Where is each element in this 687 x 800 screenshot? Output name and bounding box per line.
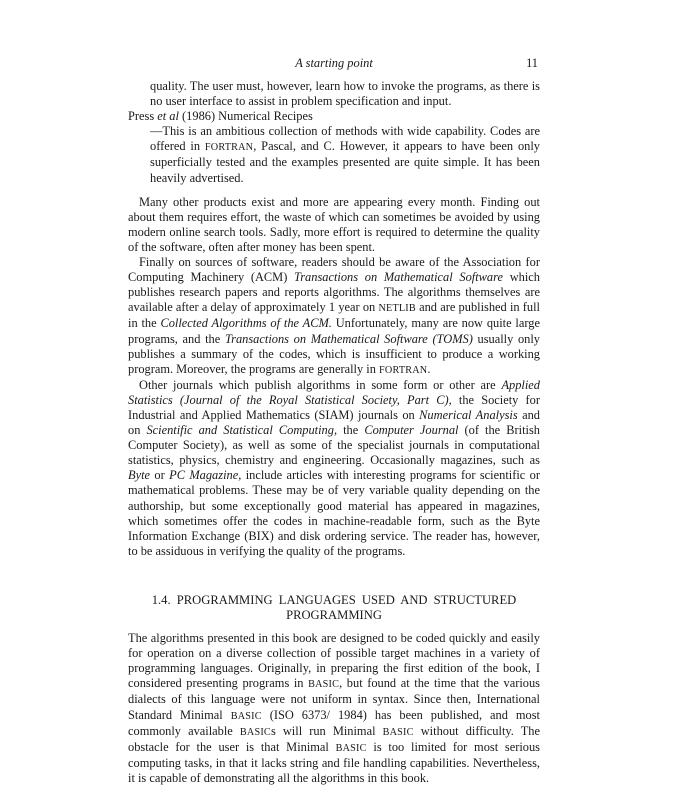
p2-toms-full: Transactions on Mathematical Software (TOMS) xyxy=(224,331,473,346)
p3-text-a: Other journals which publish algorithms in some form or other are xyxy=(139,377,502,392)
p4-text-k: is too limited for most serious computing tasks, in that it lacks string and file handling capabilities. Nevertheless, it is capable of demonstrating all the algorithms in this book. xyxy=(128,739,541,785)
paragraph-other-products: Many other products exist and more are appearing every month. Finding out about them requires effort, the waste of which can sometimes be avoided by using modern online search tools. Sadly, more effort is required to determine the quality of the software, often after money has been spent. xyxy=(128,194,540,254)
p3-applied-statistics: Applied Statistics (Journal of the Royal Statistical Society, Part C), xyxy=(128,377,540,407)
ref-desc-text-b: , Pascal, and C. However, it appears to have been only superficially tested and the examples presented are quite simple. It has been heavily advertised. xyxy=(150,139,540,185)
paragraph-acm-sources xyxy=(128,255,540,378)
p4-text-e: (ISO 6373/ 1984) has been published, and most commonly available xyxy=(128,707,540,738)
running-title: A starting point xyxy=(295,56,373,70)
p2-text-i: usually only publishes a summary of the codes, which is insufficient to produce a working program. Moreover, the programs are generally in xyxy=(128,331,540,376)
p3-numerical-analysis: Numerical Analysis xyxy=(419,407,518,422)
p4-basic-1: BASIC xyxy=(308,679,340,691)
p3-text-c: the Society for Industrial and Applied Mathematics (SIAM) journals on xyxy=(128,392,540,422)
running-header xyxy=(128,56,540,74)
p3-byte: Byte xyxy=(128,468,151,483)
p2-collected-algorithms: Collected Algorithms of the ACM. xyxy=(160,316,332,331)
section-heading-line-2: PROGRAMMING xyxy=(286,608,382,622)
spacer xyxy=(128,559,540,593)
p2-text-a: Finally on sources of software, readers should be aware of the Association for Computing Machinery (ACM) xyxy=(128,255,540,285)
reference-author: Press xyxy=(128,109,158,124)
p2-text-e: and are published in full in the xyxy=(128,300,541,331)
page-number: 11 xyxy=(526,56,538,70)
p3-text-e: and on xyxy=(128,407,541,438)
reference-etal: et al xyxy=(157,109,179,124)
p3-text-k: or xyxy=(150,468,170,483)
p4-text-g: s will run Minimal xyxy=(270,723,383,738)
p4-text-i: without difficulty. The obstacle for the user is that Minimal xyxy=(128,723,541,754)
p3-computer-journal: Computer Journal xyxy=(364,423,459,438)
p4-basic-4: BASIC xyxy=(382,726,414,738)
p2-netlib: NETLIB xyxy=(378,303,416,315)
p3-sci-stat-computing: Scientific and Statistical Computing, xyxy=(146,423,338,438)
p2-toms-title: Transactions on Mathematical Software xyxy=(294,270,503,285)
reference-continuation: quality. The user must, however, learn how to invoke the programs, as there is no user interface to assist in problem specification and input. xyxy=(150,79,540,109)
p2-fortran: FORTRAN xyxy=(379,364,428,376)
ref-desc-text-a: —This is an ambitious collection of methods with wide capability. Codes are offered in xyxy=(150,124,540,154)
p4-basic-2: BASIC xyxy=(230,710,262,722)
reference-title: (1986) Numerical Recipes xyxy=(178,109,313,124)
reference-description xyxy=(150,124,540,185)
p4-text-c: , but found at the time that the various dialects of this language were not uniform in syntax. Since then, International Standard Minimal xyxy=(128,676,540,722)
spacer xyxy=(128,186,540,195)
page-body xyxy=(128,79,540,786)
section-heading xyxy=(128,593,540,623)
p4-text-a: The algorithms presented in this book are designed to be coded quickly and easily for operation on a diverse collection of possible target machines in a variety of programming languages. Originally, in preparing the first edition of the book, I considered presenting programs in xyxy=(128,631,540,691)
paragraph-other-journals xyxy=(128,378,540,559)
p4-basic-3: BASIC xyxy=(239,726,271,738)
p2-text-c: which publishes research papers and reports algorithms. The algorithms themselves are available after a delay of approximately 1 year on xyxy=(128,270,540,315)
ref-desc-fortran: FORTRAN xyxy=(204,142,254,154)
p3-text-i: (of the British Computer Society), as well as some of the specialist journals in computational statistics, physics, chemistry and engineering. Occasionally magazines, such as xyxy=(128,423,540,468)
p2-text-g: Unfortunately, many are now quite large programs, and the xyxy=(128,316,540,346)
reference-entry xyxy=(128,109,540,124)
p3-pc-magazine: PC Magazine, xyxy=(169,468,242,483)
p2-text-k: . xyxy=(427,361,431,376)
section-heading-line-1: 1.4. PROGRAMMING LANGUAGES USED AND STRUCTURED xyxy=(151,592,517,607)
p4-basic-5: BASIC xyxy=(335,742,367,754)
p3-text-m: include articles with interesting programs for scientific or mathematical problems. These may be of very variable quality depending on the authorship, but some exceptionally good material has appeared in magazines, which sometimes offer the codes in machine-readable form, such as the Byte Information Exchange (BIX) and disk ordering service. The reader has, however, to be assiduous in verifying the quality of the programs. xyxy=(128,468,540,558)
paragraph-languages xyxy=(128,631,540,786)
p3-text-g: the xyxy=(337,423,365,438)
